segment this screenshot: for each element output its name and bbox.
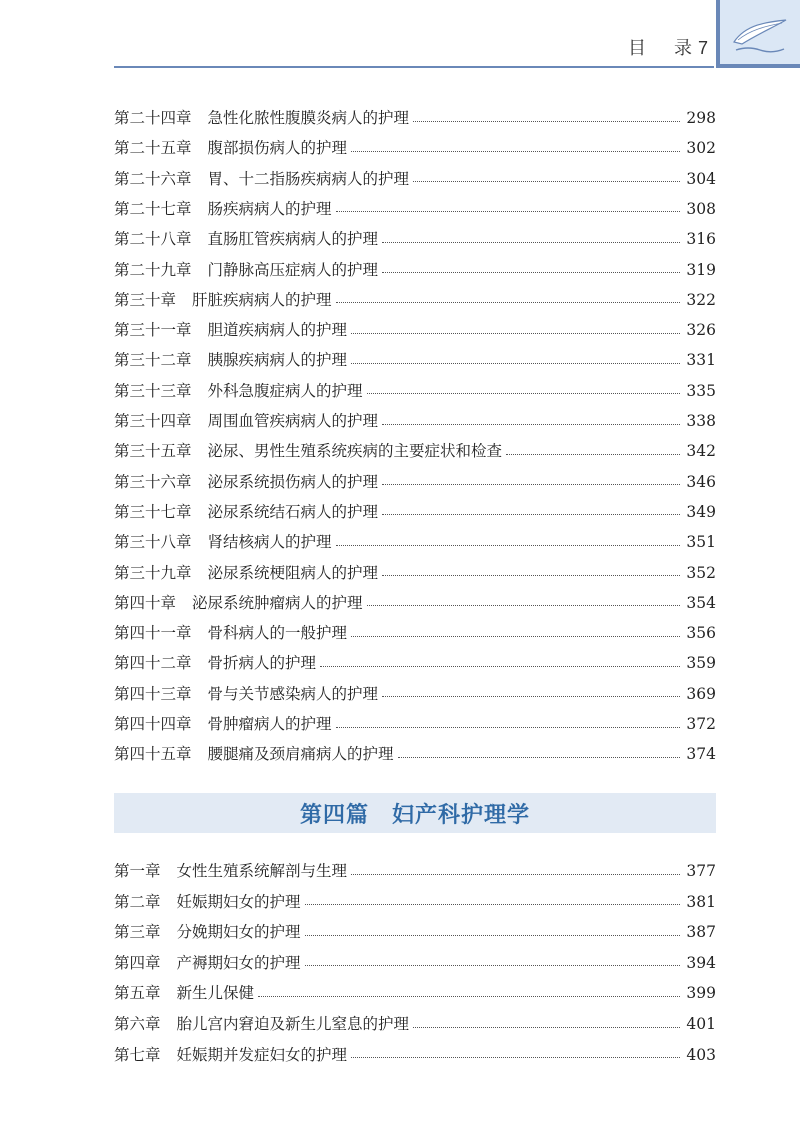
- toc-entry-chapter-number: 第四章: [114, 953, 161, 972]
- toc-entry-title: 产褥期妇女的护理: [176, 953, 301, 972]
- toc-entry-chapter-number: 第四十四章: [114, 715, 192, 733]
- toc-entry-chapter-number: 第三十二章: [114, 351, 192, 370]
- toc-entry[interactable]: [114, 436, 716, 466]
- toc-entry-title: 骨肿瘤病人的护理: [207, 715, 332, 733]
- toc-entry-title: 泌尿系统结石病人的护理: [207, 502, 379, 521]
- header-rule: [114, 66, 714, 68]
- toc-entry-page-number: 394: [686, 953, 716, 972]
- toc-entry-title: 分娩期妇女的护理: [176, 923, 301, 942]
- toc-entry-title: 外科急腹症病人的护理: [207, 381, 363, 400]
- toc-entry-chapter-number: 第六章: [114, 1015, 161, 1033]
- toc-entry-chapter-number: 第三十八章: [114, 533, 192, 552]
- toc-entry-title: 骨折病人的护理: [207, 654, 317, 673]
- part-heading: 第四篇 妇产科护理学: [299, 801, 530, 828]
- toc-entry-page-number: 322: [686, 290, 716, 309]
- header-title-part1: 目: [627, 38, 646, 58]
- toc-entry-title: 新生儿保健: [176, 984, 255, 1003]
- toc-entry[interactable]: [114, 345, 716, 375]
- toc-entry-chapter-number: 第三十三章: [114, 381, 192, 400]
- toc-entry-leader-dots: [382, 696, 680, 697]
- toc-entry-title: 肠疾病病人的护理: [207, 199, 332, 218]
- toc-entry-leader-dots: [351, 363, 680, 364]
- toc-entry-leader-dots: [382, 484, 680, 485]
- publisher-logo: [728, 16, 792, 56]
- toc-entry[interactable]: [114, 255, 716, 285]
- toc-entry-chapter-number: 第三十五章: [114, 442, 192, 461]
- toc-entry-page-number: 338: [686, 412, 716, 430]
- toc-entry-chapter-number: 第四十章: [114, 593, 177, 612]
- toc-entry-page-number: 316: [686, 230, 716, 249]
- toc-entry-leader-dots: [336, 727, 680, 728]
- toc-entry-page-number: 399: [686, 984, 716, 1003]
- toc-entry-page-number: 387: [686, 923, 716, 942]
- toc-entry-page-number: 335: [686, 381, 716, 400]
- toc-entry-chapter-number: 第三十章: [114, 290, 177, 309]
- toc-entry-page-number: 369: [686, 684, 716, 703]
- toc-entry-page-number: 302: [686, 139, 716, 158]
- toc-entry-page-number: 359: [686, 654, 716, 673]
- toc-entry[interactable]: [114, 887, 716, 917]
- toc-entry[interactable]: [114, 917, 716, 947]
- toc-entry-chapter-number: 第三章: [114, 923, 161, 942]
- toc-entry-title: 门静脉高压症病人的护理: [207, 260, 379, 279]
- toc-entry[interactable]: [114, 527, 716, 557]
- toc-entry-title: 泌尿系统梗阻病人的护理: [207, 563, 379, 582]
- toc-entry-chapter-number: 第三十四章: [114, 412, 192, 430]
- toc-entry-title: 胃、十二指肠疾病病人的护理: [207, 169, 410, 188]
- toc-entry[interactable]: [114, 679, 716, 709]
- toc-entry-page-number: 346: [686, 472, 716, 491]
- toc-entry-chapter-number: 第四十五章: [114, 745, 192, 764]
- toc-entry-leader-dots: [336, 545, 680, 546]
- toc-entry-leader-dots: [305, 904, 680, 905]
- toc-entry[interactable]: [114, 133, 716, 163]
- toc-entry-leader-dots: [367, 605, 680, 606]
- toc-entry[interactable]: [114, 948, 716, 978]
- toc-entry-page-number: 326: [686, 321, 716, 340]
- toc-entry-chapter-number: 第一章: [114, 862, 161, 880]
- toc-entry[interactable]: [114, 406, 716, 436]
- toc-entry-title: 妊娠期并发症妇女的护理: [176, 1045, 348, 1064]
- toc-entry-title: 骨与关节感染病人的护理: [207, 684, 379, 703]
- toc-entry-leader-dots: [351, 333, 680, 334]
- toc-entry-page-number: 354: [686, 593, 716, 612]
- toc-entry-title: 女性生殖系统解剖与生理: [176, 862, 348, 880]
- toc-entry[interactable]: [114, 709, 716, 739]
- toc-entry-chapter-number: 第二章: [114, 892, 161, 911]
- toc-entry-page-number: 374: [686, 745, 716, 764]
- toc-entry-page-number: 356: [686, 624, 716, 643]
- toc-entry-title: 直肠肛管疾病病人的护理: [207, 230, 379, 249]
- toc-entry-leader-dots: [413, 1027, 680, 1028]
- part-heading-banner: [114, 793, 716, 833]
- toc-entry-leader-dots: [320, 666, 680, 667]
- toc-entry-chapter-number: 第三十七章: [114, 502, 192, 521]
- toc-entry-page-number: 308: [686, 199, 716, 218]
- toc-entry[interactable]: [114, 978, 716, 1008]
- toc-entry-leader-dots: [351, 1057, 680, 1058]
- toc-entry[interactable]: [114, 588, 716, 618]
- header-title-part2: 录: [673, 38, 692, 58]
- toc-entry-chapter-number: 第七章: [114, 1045, 161, 1064]
- toc-entry[interactable]: [114, 194, 716, 224]
- toc-entry-title: 胆道疾病病人的护理: [207, 321, 348, 340]
- toc-entry-chapter-number: 第三十一章: [114, 321, 192, 340]
- toc-entry[interactable]: [114, 467, 716, 497]
- toc-entry-leader-dots: [367, 393, 680, 394]
- toc-entry-chapter-number: 第四十三章: [114, 684, 192, 703]
- toc-entry-page-number: 381: [686, 892, 716, 911]
- toc-entry-page-number: 298: [686, 109, 716, 127]
- toc-entry-chapter-number: 第四十二章: [114, 654, 192, 673]
- toc-entry-leader-dots: [506, 454, 680, 455]
- toc-entry[interactable]: [114, 558, 716, 588]
- toc-entry-chapter-number: 第二十四章: [114, 109, 192, 127]
- toc-entry[interactable]: [114, 618, 716, 648]
- toc-entry-leader-dots: [382, 272, 680, 273]
- toc-entry-page-number: 351: [686, 533, 716, 552]
- toc-entry-chapter-number: 第二十八章: [114, 230, 192, 249]
- page-header: [628, 34, 708, 60]
- toc-entry[interactable]: [114, 224, 716, 254]
- toc-entry-page-number: 372: [686, 715, 716, 733]
- toc-entry-leader-dots: [258, 996, 680, 997]
- toc-entry[interactable]: [114, 164, 716, 194]
- toc-entry-chapter-number: 第三十六章: [114, 472, 192, 491]
- toc-entry-title: 泌尿系统损伤病人的护理: [207, 472, 379, 491]
- toc-entry-title: 骨科病人的一般护理: [207, 624, 348, 643]
- toc-entry-leader-dots: [413, 181, 680, 182]
- toc-entry-chapter-number: 第三十九章: [114, 563, 192, 582]
- toc-entry-leader-dots: [336, 302, 680, 303]
- toc-entry-title: 胎儿宫内窘迫及新生儿窒息的护理: [176, 1015, 410, 1033]
- toc-entry[interactable]: [114, 103, 716, 133]
- toc-entry-page-number: 319: [686, 260, 716, 279]
- toc-entry-page-number: 377: [686, 862, 716, 880]
- toc-entry-title: 泌尿、男性生殖系统疾病的主要症状和检查: [207, 442, 503, 461]
- toc-entry-leader-dots: [398, 757, 680, 758]
- toc-entry-leader-dots: [382, 514, 680, 515]
- toc-entry-leader-dots: [382, 575, 680, 576]
- toc-entry[interactable]: [114, 1040, 716, 1070]
- toc-entry-title: 急性化脓性腹膜炎病人的护理: [207, 109, 410, 127]
- toc-entry-chapter-number: 第二十九章: [114, 260, 192, 279]
- header-page-number: 7: [697, 38, 708, 58]
- toc-entry-chapter-number: 第二十七章: [114, 199, 192, 218]
- toc-entry-leader-dots: [351, 636, 680, 637]
- toc-entry-page-number: 342: [686, 442, 716, 461]
- toc-entry-page-number: 349: [686, 502, 716, 521]
- toc-entry-page-number: 401: [686, 1015, 716, 1033]
- toc-entry-title: 腹部损伤病人的护理: [207, 139, 348, 158]
- toc-entry-leader-dots: [351, 874, 680, 875]
- toc-entry-title: 周围血管疾病病人的护理: [207, 412, 379, 430]
- toc-entry-page-number: 352: [686, 563, 716, 582]
- toc-entry[interactable]: [114, 1009, 716, 1039]
- toc-entry-chapter-number: 第二十五章: [114, 139, 192, 158]
- toc-entry-leader-dots: [351, 151, 680, 152]
- toc-entry[interactable]: [114, 856, 716, 886]
- toc-entry-page-number: 331: [686, 351, 716, 370]
- toc-entry-title: 腰腿痛及颈肩痛病人的护理: [207, 745, 394, 764]
- toc-entry[interactable]: [114, 739, 716, 769]
- toc-entry[interactable]: [114, 376, 716, 406]
- toc-entry-leader-dots: [413, 121, 680, 122]
- toc-entry-title: 胰腺疾病病人的护理: [207, 351, 348, 370]
- toc-entry[interactable]: [114, 315, 716, 345]
- toc-entry-chapter-number: 第四十一章: [114, 624, 192, 643]
- toc-entry-leader-dots: [305, 965, 680, 966]
- toc-entry-chapter-number: 第五章: [114, 984, 161, 1003]
- toc-entry[interactable]: [114, 497, 716, 527]
- toc-entry[interactable]: [114, 648, 716, 678]
- toc-entry-leader-dots: [305, 935, 680, 936]
- toc-entry-chapter-number: 第二十六章: [114, 169, 192, 188]
- toc-entry-leader-dots: [382, 424, 680, 425]
- toc-entry-page-number: 403: [686, 1045, 716, 1064]
- toc-entry-title: 肝脏疾病病人的护理: [192, 290, 332, 309]
- toc-entry-title: 肾结核病人的护理: [207, 533, 332, 552]
- toc-entry-leader-dots: [336, 211, 680, 212]
- toc-entry-leader-dots: [382, 242, 680, 243]
- toc-entry[interactable]: [114, 285, 716, 315]
- toc-entry-page-number: 304: [686, 169, 716, 188]
- toc-entry-title: 泌尿系统肿瘤病人的护理: [192, 593, 363, 612]
- toc-entry-title: 妊娠期妇女的护理: [176, 892, 301, 911]
